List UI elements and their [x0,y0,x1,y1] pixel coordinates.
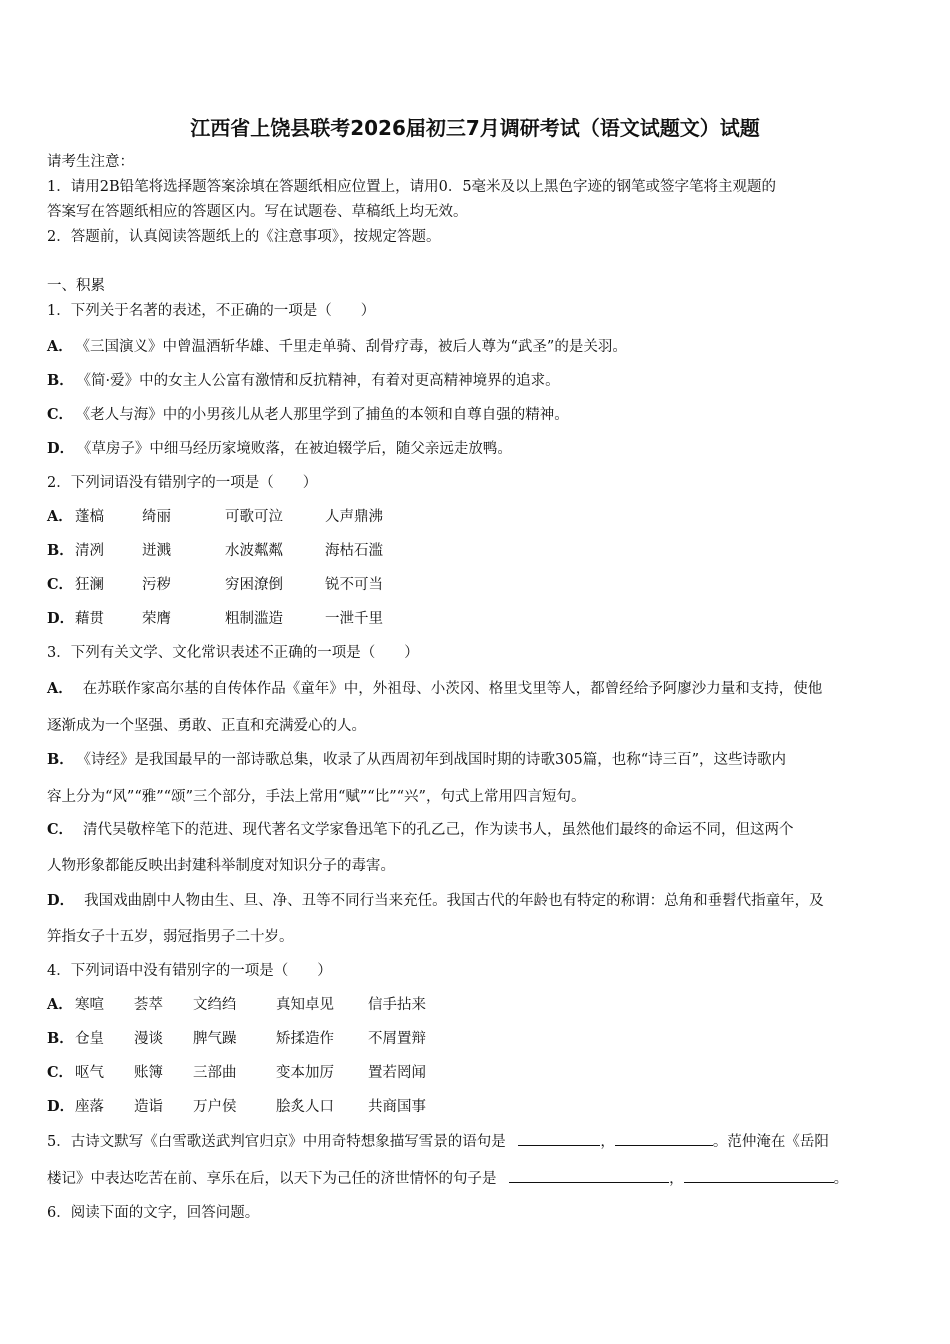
option-text: 《诗经》是我国最早的一部诗歌总集，收录了从西周初年到战国时期的诗歌305篇，也称“诗三百”，这些诗歌内 [83,752,787,768]
word: 账簿 [134,1065,163,1081]
q3-option-b-cont: 容上分为“风”“雅”“颂”三个部分，手法上常用“赋”“比”“兴”，句式上常用四言短句。 [47,789,586,805]
option-text: 我国戏曲剧中人物由生、旦、净、丑等不同行当来充任。我国古代的年龄也有特定的称谓：总角和垂髫代指童年，及 [84,893,824,909]
option-label: D． [47,892,75,909]
q5-line-1 [47,1131,829,1152]
answer-blank[interactable] [518,1131,600,1146]
word: 共商国事 [368,1099,426,1115]
option-label: B． [47,1030,74,1047]
option-label: C． [47,1064,74,1081]
option-label: B． [47,542,74,559]
word: 蓬槁 [75,509,104,525]
q2-option-a [47,507,383,527]
q4-option-d [47,1097,426,1117]
option-label: B． [47,751,74,768]
word: 可歌可泣 [225,509,283,525]
word: 荟萃 [134,997,163,1013]
option-text: 《简·爱》中的女主人公富有激情和反抗精神，有着对更高精神境界的追求。 [83,373,560,389]
word: 穷困潦倒 [225,577,283,593]
q3-option-d [47,891,824,911]
option-label: A． [47,338,73,355]
word: 污秽 [142,577,171,593]
option-label: D． [47,440,75,457]
option-label: B． [47,372,74,389]
q1-option-d [47,439,512,459]
word: 粗制滥造 [225,611,283,627]
q6-stem: 6．阅读下面的文字，回答问题。 [47,1205,260,1221]
q5-line-2 [47,1168,848,1189]
q5-separator: ， [600,1134,615,1150]
q4-stem: 4．下列词语中没有错别字的一项是（ ） [47,963,332,979]
word: 脍炙人口 [276,1099,334,1115]
q4-option-c [47,1063,426,1083]
q5-text: 5．古诗文默写《白雪歌送武判官归京》中用奇特想象描写雪景的语句是 [47,1134,506,1150]
q3-option-c [47,820,794,840]
q3-stem: 3．下列有关文学、文化常识表述不正确的一项是（ ） [47,645,419,661]
q5-text: 。范仲淹在《岳阳 [712,1134,829,1150]
q4-option-a [47,995,426,1015]
option-text: 《老人与海》中的小男孩儿从老人那里学到了捕鱼的本领和自尊自强的精神。 [83,407,569,423]
word: 漫谈 [134,1031,163,1047]
q1-option-b [47,371,560,391]
notice-item-1b: 答案写在答题纸相应的答题区内。写在试题卷、草稿纸上均无效。 [47,204,468,220]
word: 信手拈来 [368,997,426,1013]
word: 一泄千里 [325,611,383,627]
word: 座落 [75,1099,104,1115]
answer-blank[interactable] [615,1131,713,1146]
q5-text: 楼记》中表达吃苦在前、享乐在后，以天下为己任的济世情怀的句子是 [47,1171,497,1187]
word: 清冽 [75,543,104,559]
q3-option-a-cont: 逐渐成为一个坚强、勇敢、正直和充满爱心的人。 [47,718,366,734]
word: 置若罔闻 [368,1065,426,1081]
option-text: 清代吴敬梓笔下的范进、现代著名文学家鲁迅笔下的孔乙己，作为读书人，虽然他们最终的命运不同，但这两个 [83,822,794,838]
word: 造诣 [134,1099,163,1115]
option-label: A． [47,996,73,1013]
answer-blank[interactable] [684,1168,834,1183]
q2-option-b [47,541,383,561]
word: 文绉绉 [193,997,237,1013]
word: 真知卓见 [276,997,334,1013]
word: 不屑置辩 [368,1031,426,1047]
exam-title: 江西省上饶县联考2026届初三7月调研考试（语文试题文）试题 [190,116,760,140]
word: 迸溅 [142,543,171,559]
word: 矫揉造作 [276,1031,334,1047]
word: 锐不可当 [325,577,383,593]
word: 脾气躁 [193,1031,237,1047]
word: 三部曲 [193,1065,237,1081]
option-label: C． [47,576,74,593]
word: 仓皇 [75,1031,104,1047]
word: 万户侯 [193,1099,237,1115]
option-label: C． [47,821,74,838]
q1-stem: 1．下列关于名著的表述，不正确的一项是（ ） [47,303,376,319]
option-label: C． [47,406,74,423]
word: 藉贯 [75,611,104,627]
notice-heading: 请考生注意： [47,154,134,170]
q5-separator: ， [669,1171,684,1187]
q3-option-a [47,679,822,699]
section-heading: 一、积累 [47,278,105,294]
q1-option-a [47,337,627,357]
option-text: 《三国演义》中曾温酒斩华雄、千里走单骑、刮骨疗毒，被后人尊为“武圣”的是关羽。 [82,339,627,355]
word: 水波粼粼 [225,543,283,559]
word: 绮丽 [142,509,171,525]
answer-blank[interactable] [509,1168,669,1183]
word: 寒喧 [75,997,104,1013]
word: 变本加厉 [276,1065,334,1081]
q2-option-d [47,609,383,629]
option-label: A． [47,680,73,697]
q3-option-d-cont: 笄指女子十五岁，弱冠指男子二十岁。 [47,929,294,945]
q1-option-c [47,405,569,425]
q3-option-b [47,750,786,770]
option-label: D． [47,1098,75,1115]
word: 狂澜 [75,577,104,593]
option-label: D． [47,610,75,627]
notice-item-2: 2．答题前，认真阅读答题纸上的《注意事项》，按规定答题。 [47,229,441,245]
word: 人声鼎沸 [325,509,383,525]
q3-option-c-cont: 人物形象都能反映出封建科举制度对知识分子的毒害。 [47,858,395,874]
word: 海枯石滥 [325,543,383,559]
q4-option-b [47,1029,426,1049]
word: 呕气 [75,1065,104,1081]
word: 荣膺 [142,611,171,627]
option-text: 在苏联作家高尔基的自传体作品《童年》中，外祖母、小茨冈、格里戈里等人，都曾经给予阿廖沙力量和支持，使他 [82,681,823,697]
notice-item-1a: 1．请用2B铅笔将选择题答案涂填在答题纸相应位置上，请用0．5毫米及以上黑色字迹的钢笔或签字笔将主观题的 [47,179,777,195]
q2-stem: 2．下列词语没有错别字的一项是（ ） [47,475,318,491]
option-text: 《草房子》中细马经历家境败落，在被迫辍学后，随父亲远走放鸭。 [84,441,512,457]
q2-option-c [47,575,383,595]
option-label: A． [47,508,73,525]
q5-text: 。 [833,1171,849,1187]
